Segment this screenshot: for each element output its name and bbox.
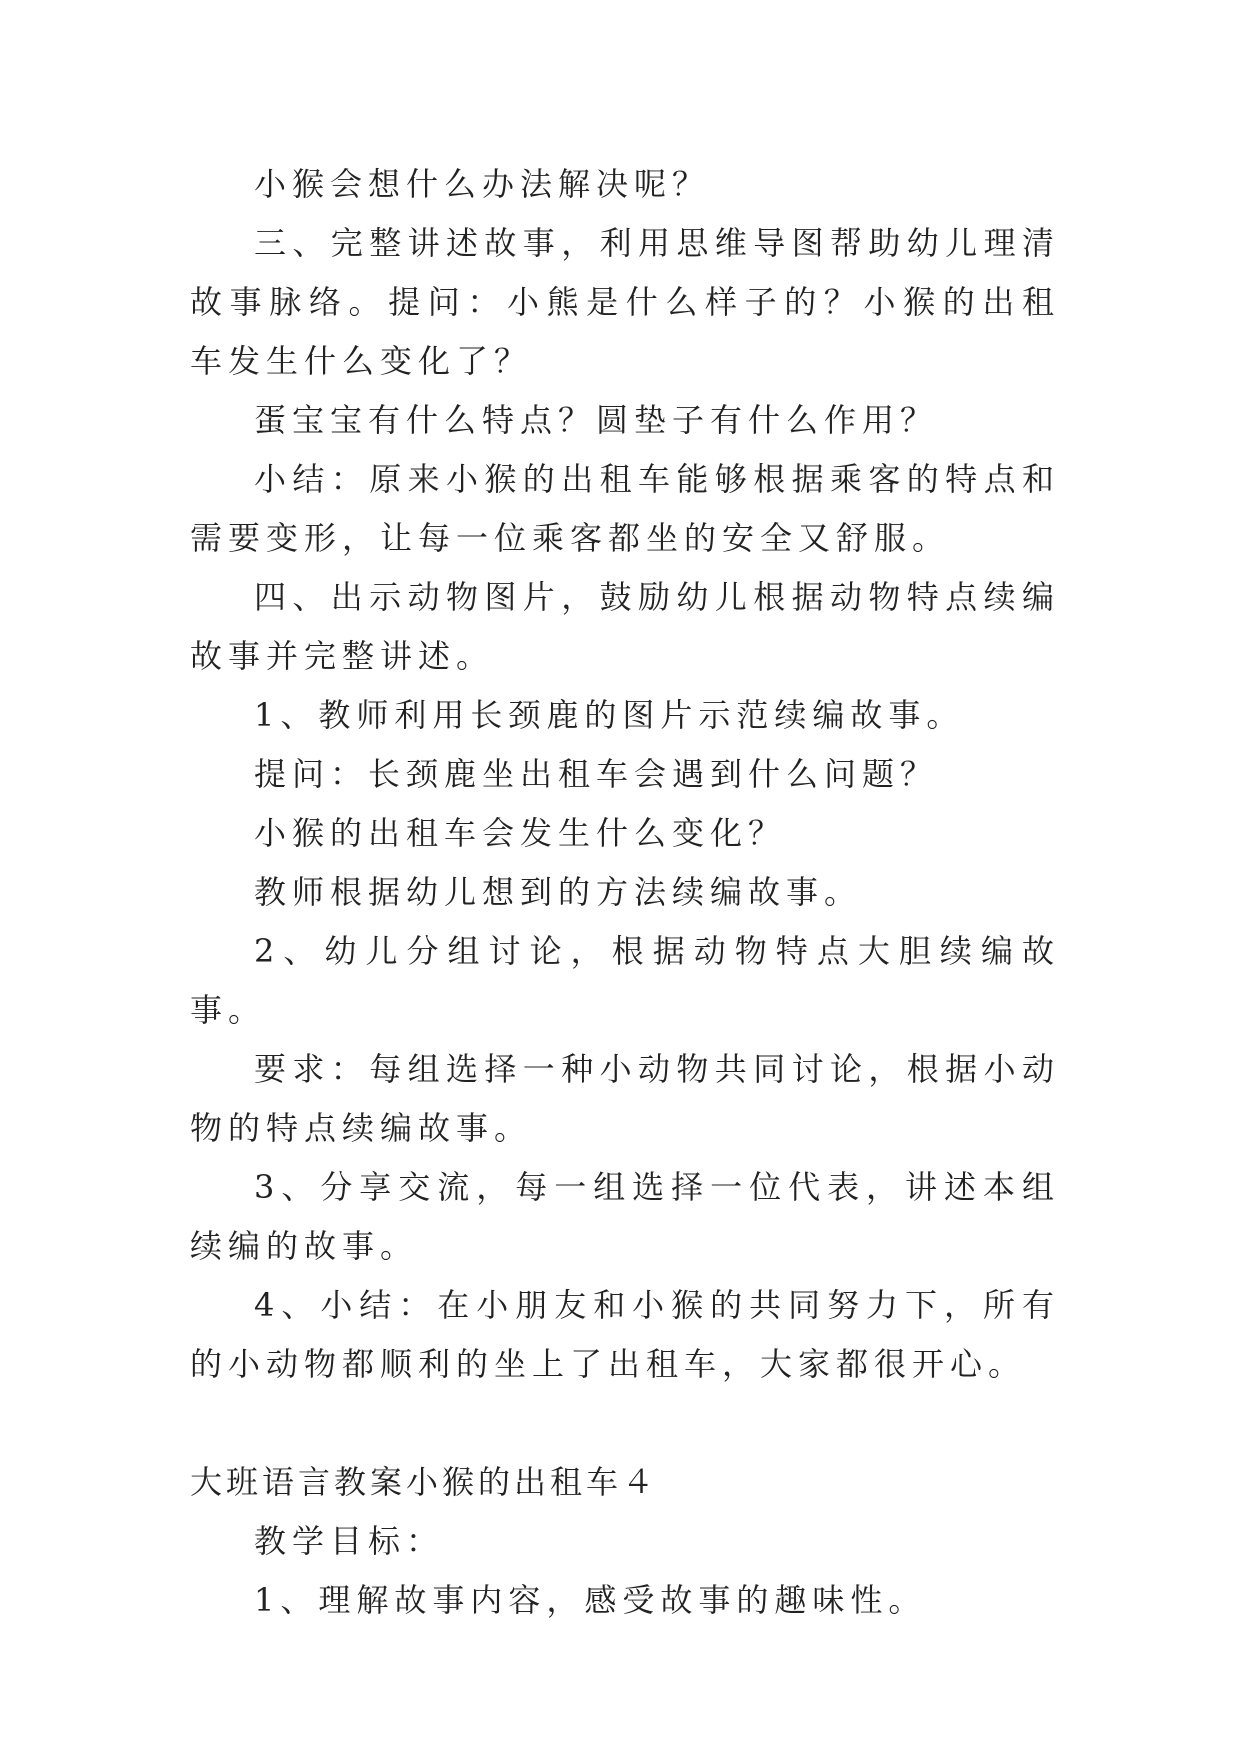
paragraph: 小结：原来小猴的出租车能够根据乘客的特点和需要变形，让每一位乘客都坐的安全又舒服。 [190, 460, 1060, 557]
paragraph: 四、出示动物图片，鼓励幼儿根据动物特点续编故事并完整讲述。 [190, 578, 1060, 675]
paragraph: 1、理解故事内容，感受故事的趣味性。 [254, 1581, 927, 1619]
paragraph: 教师根据幼儿想到的方法续编故事。 [254, 873, 863, 911]
paragraph: 要求：每组选择一种小动物共同讨论，根据小动物的特点续编故事。 [190, 1050, 1060, 1147]
paragraph: 三、完整讲述故事，利用思维导图帮助幼儿理清故事脉络。提问：小熊是什么样子的？小猴的出租车发生什么变化了？ [190, 224, 1060, 380]
paragraph: 小猴会想什么办法解决呢？ [254, 165, 711, 203]
paragraph: 教学目标： [254, 1522, 445, 1560]
document-body [190, 155, 1060, 1630]
paragraph: 3、分享交流，每一组选择一位代表，讲述本组续编的故事。 [190, 1168, 1060, 1265]
paragraph: 4、小结：在小朋友和小猴的共同努力下，所有的小动物都顺利的坐上了出租车，大家都很开心。 [190, 1286, 1060, 1383]
section-heading: 大班语言教案小猴的出租车４ [190, 1463, 659, 1501]
paragraph: 2、幼儿分组讨论，根据动物特点大胆续编故事。 [190, 932, 1060, 1029]
paragraph: 提问：长颈鹿坐出租车会遇到什么问题？ [254, 755, 939, 793]
paragraph: 蛋宝宝有什么特点？圆垫子有什么作用？ [254, 401, 939, 439]
paragraph: 小猴的出租车会发生什么变化？ [254, 814, 787, 852]
paragraph: 1、教师利用长颈鹿的图片示范续编故事。 [254, 696, 965, 734]
